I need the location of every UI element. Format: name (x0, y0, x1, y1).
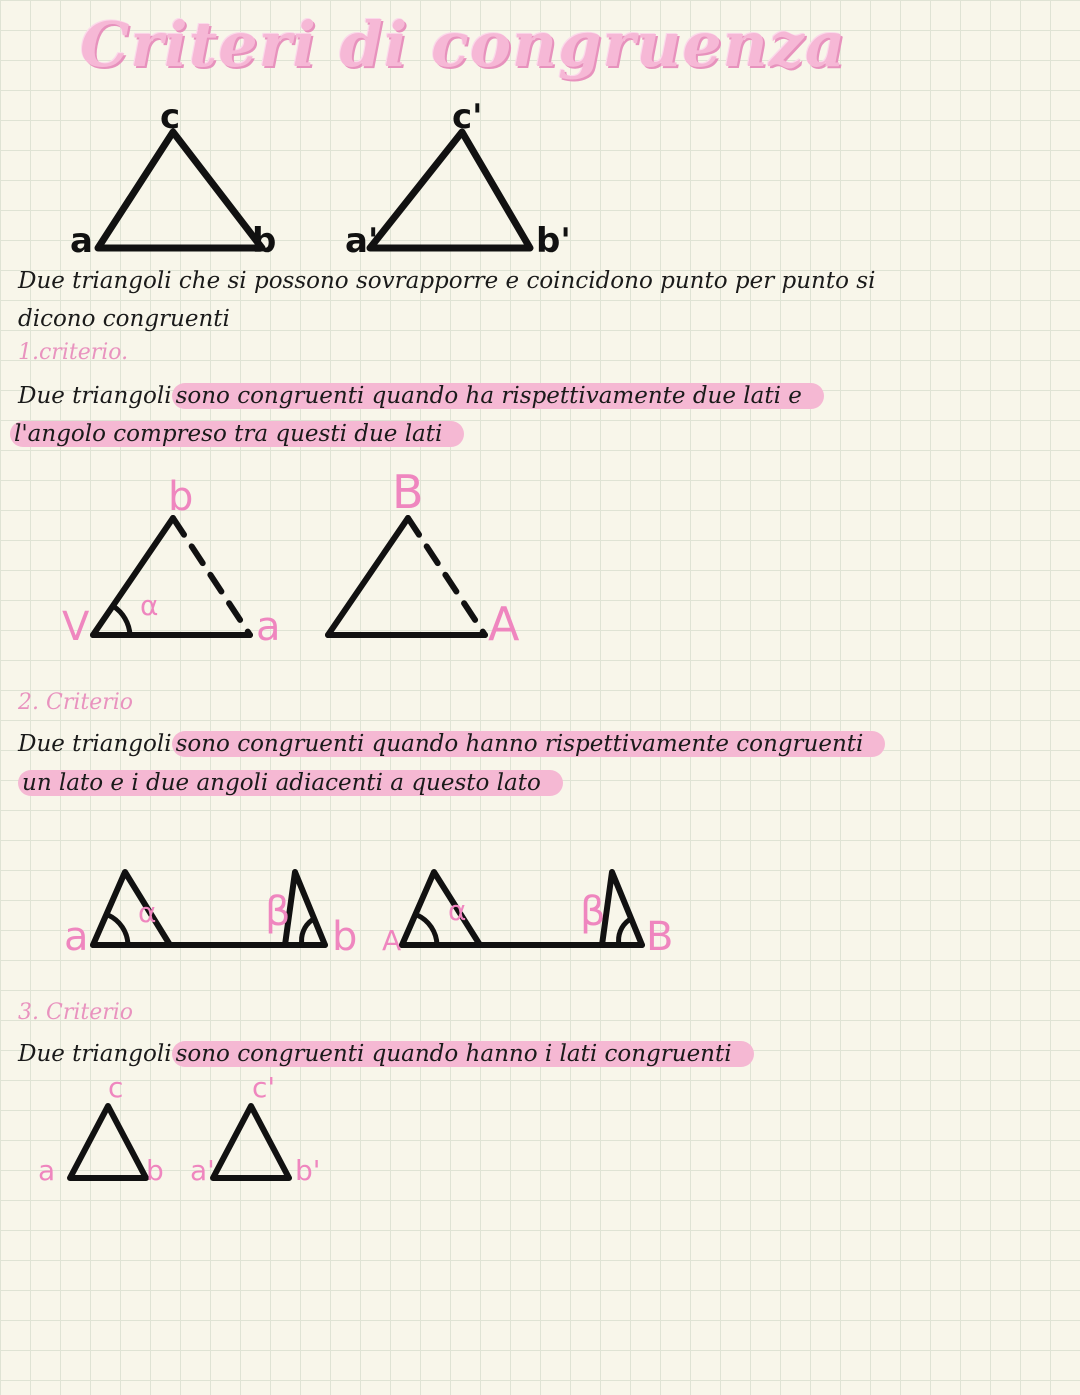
criterion-2-heading: 2. Criterio (18, 690, 134, 715)
label-b: b (146, 1154, 164, 1187)
label-a: a (64, 914, 89, 960)
label-a: a (256, 604, 281, 650)
criterion-2-line-2 (18, 764, 563, 802)
criterion-2-subject: Due triangoli (18, 731, 172, 757)
label-beta-1: β (265, 889, 291, 935)
label-a-prime: a' (190, 1154, 215, 1187)
label-alpha-2: α (448, 894, 467, 927)
label-B: B (392, 465, 424, 519)
criterion-1-highlight-1: sono congruenti quando ha rispettivamente due lati e (172, 383, 824, 409)
label-A: A (488, 597, 520, 651)
criterion-2-highlight-2: un lato e i due angoli adiacenti a questo lato (18, 770, 563, 796)
criterion3-triangles (38, 1071, 320, 1187)
label-A: A (382, 924, 402, 957)
label-b: b (168, 474, 194, 520)
criterion2-triangles (64, 872, 673, 960)
label-v: V (62, 604, 90, 650)
label-c: c (108, 1071, 124, 1104)
criterion-3-highlight-1: sono congruenti quando hanno i lati congruenti (172, 1041, 754, 1067)
criterion-1-heading: 1.criterio. (18, 340, 129, 365)
criterion-1-subject: Due triangoli (18, 383, 172, 409)
intro-line-2: dicono congruenti (18, 306, 230, 332)
criterion-2-line-1 (18, 725, 885, 763)
intro-line-1: Due triangoli che si possono sovrapporre e coincidono punto per punto si (18, 268, 876, 294)
label-a: a (70, 221, 93, 261)
label-a: a (38, 1154, 56, 1187)
label-B: B (646, 914, 674, 960)
criterion-2-highlight-1: sono congruenti quando hanno rispettivamente congruenti (172, 731, 886, 757)
criterion-1-line-2 (10, 415, 464, 453)
criterion1-triangles (62, 465, 520, 651)
label-b-prime: b' (295, 1154, 321, 1187)
label-b: b (252, 221, 277, 261)
label-b-prime: b' (536, 221, 571, 261)
criterion-3-heading: 3. Criterio (18, 1000, 134, 1025)
label-b: b (332, 914, 358, 960)
label-alpha-1: α (138, 896, 157, 929)
page-title: Criteri di congruenza (80, 8, 847, 81)
criterion-3-line-1 (18, 1035, 754, 1073)
triangle-a1b1c1 (370, 132, 530, 248)
intro-triangles (70, 97, 571, 261)
criterion-3-subject: Due triangoli (18, 1041, 172, 1067)
label-beta-2: β (580, 889, 606, 935)
label-c: c (160, 97, 181, 137)
label-alpha: α (140, 589, 159, 622)
label-c-prime: c' (452, 97, 483, 137)
label-a-prime: a' (345, 221, 379, 261)
triangle-abc (98, 132, 262, 248)
label-c-prime: c' (252, 1071, 276, 1104)
criterion-1-line-1 (18, 377, 824, 415)
criterion-1-highlight-2: l'angolo compreso tra questi due lati (10, 421, 464, 447)
